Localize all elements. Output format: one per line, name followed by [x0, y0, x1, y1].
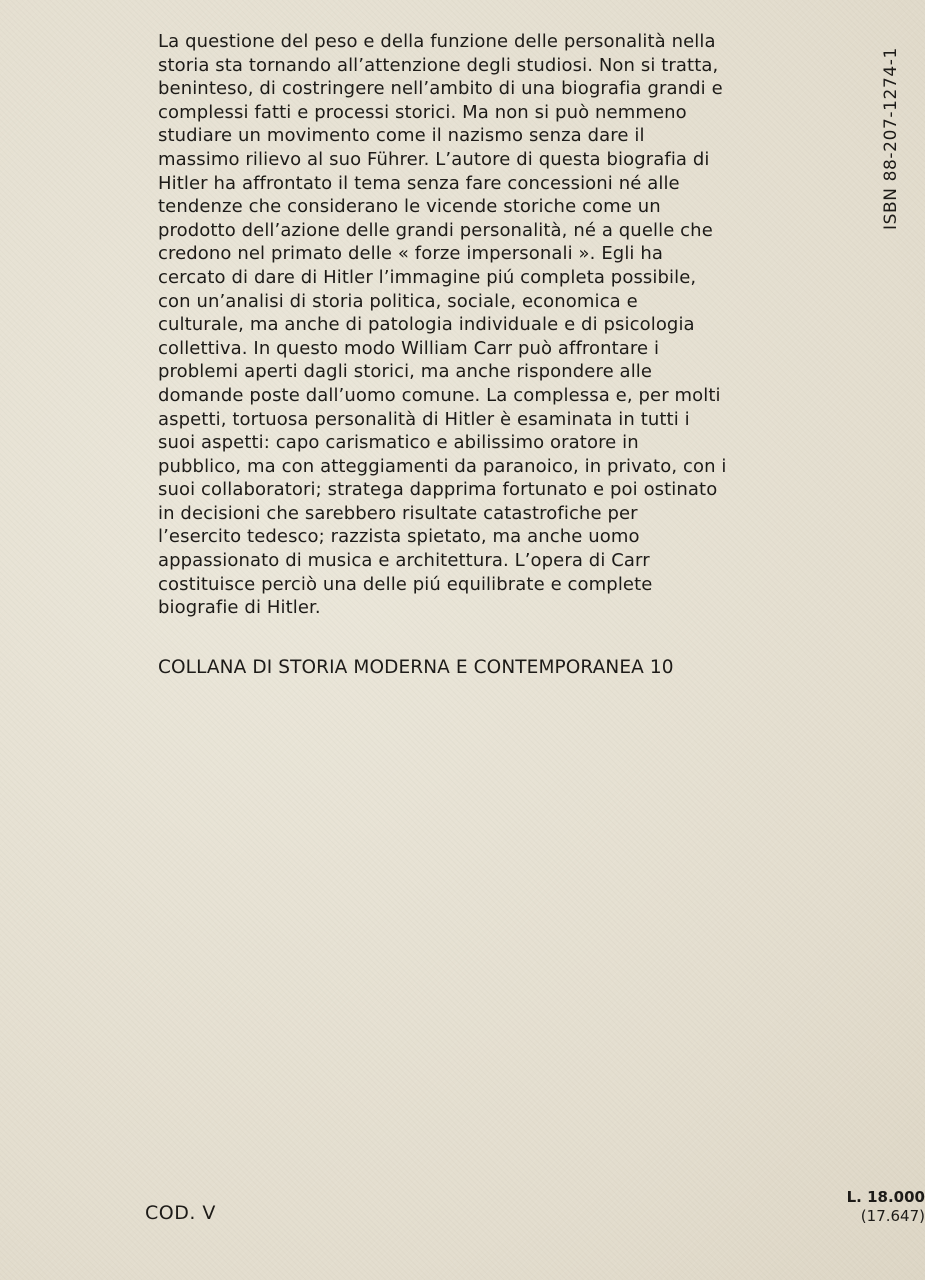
price-sub: (17.647) [860, 1207, 925, 1225]
blurb-line: problemi aperti dagli storici, ma anche rispondere alle [158, 361, 653, 383]
blurb-text [158, 30, 838, 620]
blurb-line: Hitler ha affrontato il tema senza fare concessioni né alle [158, 172, 680, 194]
isbn-number: ISBN 88-207-1274-1 [881, 47, 901, 230]
blurb-line: culturale, ma anche di patologia individuale e di psicologia [158, 314, 695, 336]
blurb-line: costituisce perciò una delle piú equilibrate e complete [158, 573, 653, 595]
blurb-line: tendenze che considerano le vicende storiche come un [158, 196, 661, 218]
blurb-line: prodotto dell’azione delle grandi personalità, né a quelle che [158, 219, 713, 241]
blurb-line: aspetti, tortuosa personalità di Hitler è esaminata in tutti i [158, 408, 690, 430]
catalog-code: COD. V [145, 1202, 216, 1224]
blurb-line: suoi aspetti: capo carismatico e abilissimo oratore in [158, 432, 639, 454]
blurb-line: storia sta tornando all’attenzione degli studiosi. Non si tratta, [158, 54, 719, 76]
blurb-line: domande poste dall’uomo comune. La complessa e, per molti [158, 384, 721, 406]
blurb-line: con un’analisi di storia politica, sociale, economica e [158, 290, 638, 312]
blurb-line: complessi fatti e processi storici. Ma non si può nemmeno [158, 101, 687, 123]
blurb-line: massimo rilievo al suo Führer. L’autore di questa biografia di [158, 148, 710, 170]
series-title: COLLANA DI STORIA MODERNA E CONTEMPORANEA 10 [158, 657, 674, 678]
blurb-line: collettiva. In questo modo William Carr può affrontare i [158, 337, 660, 359]
blurb-line: biografie di Hitler. [158, 597, 321, 619]
blurb-line: pubblico, ma con atteggiamenti da paranoico, in privato, con i [158, 455, 727, 477]
blurb-line: suoi collaboratori; stratega dapprima fortunato e poi ostinato [158, 479, 718, 501]
blurb-line: appassionato di musica e architettura. L’opera di Carr [158, 550, 650, 572]
price-main: L. 18.000 [846, 1188, 925, 1206]
blurb-line: beninteso, di costringere nell’ambito di una biografia grandi e [158, 78, 723, 100]
price-block [847, 1188, 925, 1226]
blurb-line: l’esercito tedesco; razzista spietato, ma anche uomo [158, 526, 640, 548]
blurb-line: La questione del peso e della funzione delle personalità nella [158, 31, 716, 52]
blurb-line: studiare un movimento come il nazismo senza dare il [158, 125, 645, 147]
blurb-line: cercato di dare di Hitler l’immagine piú completa possibile, [158, 266, 697, 288]
blurb-line: credono nel primato delle « forze impersonali ». Egli ha [158, 243, 663, 265]
blurb-line: in decisioni che sarebbero risultate catastrofiche per [158, 502, 638, 524]
